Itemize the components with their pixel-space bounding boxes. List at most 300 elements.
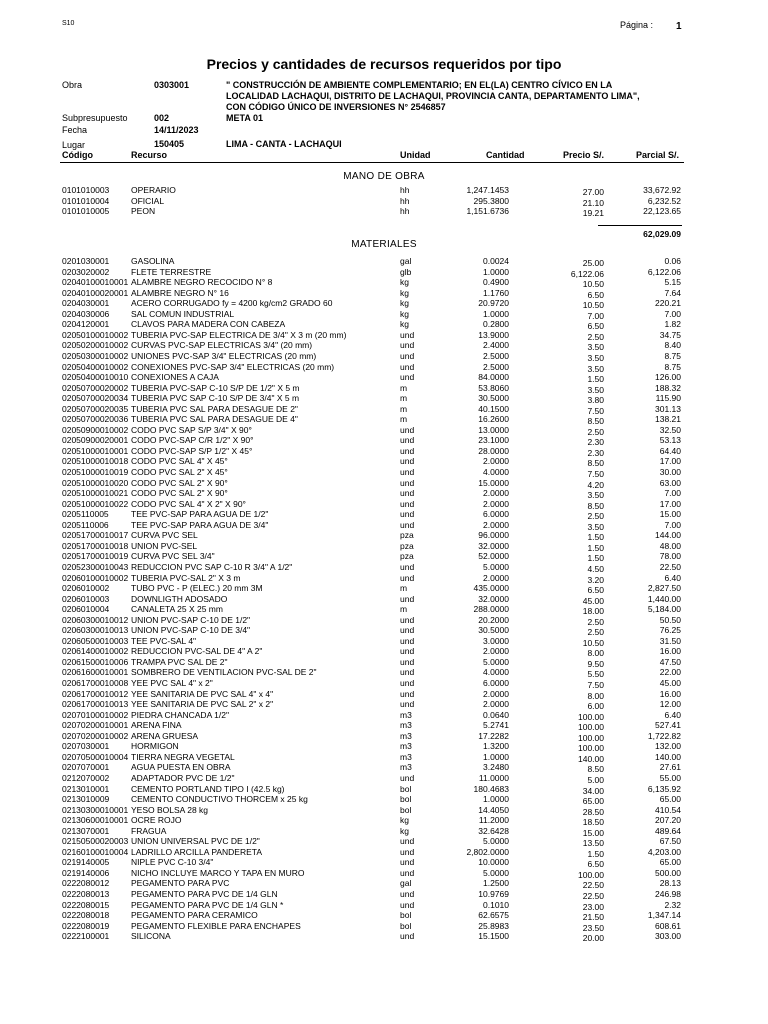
table-row — [0, 847, 768, 857]
resource-partial: 5,184.00 — [647, 604, 681, 615]
resource-quantity: 5.0000 — [483, 836, 509, 847]
resource-quantity: 1,151.6736 — [466, 206, 509, 217]
resource-partial: 34.75 — [659, 329, 681, 340]
resource-name: CONEXIONES PVC-SAP 3/4" ELECTRICAS (20 mm) — [131, 361, 335, 372]
resource-price: 5.50 — [587, 669, 604, 680]
resource-partial: 527.41 — [655, 720, 681, 731]
resource-partial: 22.00 — [659, 667, 681, 678]
resource-name: TUBERIA PVC SAL PARA DESAGUE DE 4" — [131, 414, 298, 425]
resource-partial: 6.40 — [664, 709, 681, 720]
resource-price: 18.00 — [582, 606, 604, 617]
resource-unit: pza — [400, 551, 414, 562]
resource-code: 02051000010022 — [62, 498, 129, 509]
table-row — [0, 196, 768, 206]
resource-name: ACERO CORRUGADO fy = 4200 kg/cm2 GRADO 60 — [131, 298, 333, 309]
resource-unit: und — [400, 678, 415, 688]
table-row — [0, 362, 768, 372]
subtotal-rule — [598, 225, 682, 226]
resource-unit: m — [400, 393, 408, 404]
resource-code: 0204120001 — [62, 319, 110, 330]
resource-name: OPERARIO — [131, 185, 176, 195]
table-row — [0, 636, 768, 646]
resource-quantity: 5.0000 — [483, 561, 509, 572]
resource-unit: und — [400, 699, 415, 710]
resource-name: UNION PVC-SAP C-10 DE 1/2" — [131, 614, 251, 625]
resource-quantity: 1.0000 — [483, 751, 509, 762]
resource-unit: und — [400, 857, 415, 868]
resource-partial: 7.64 — [664, 287, 681, 298]
resource-price: 100.00 — [578, 711, 604, 722]
resource-price: 1.50 — [587, 848, 604, 859]
subpresupuesto-name: META 01 — [226, 113, 264, 123]
table-row — [0, 351, 768, 361]
table-row — [0, 277, 768, 290]
resource-name: UNION UNIVERSAL PVC DE 1/2" — [131, 836, 260, 847]
table-row — [0, 562, 768, 572]
resource-code: 0101010005 — [62, 206, 110, 217]
resource-partial: 22.50 — [659, 561, 681, 572]
resource-code: 02070100010002 — [62, 709, 129, 720]
resource-price: 20.00 — [582, 933, 604, 944]
resource-unit: und — [400, 435, 415, 446]
resource-code: 02051700010017 — [62, 530, 129, 541]
table-row — [0, 298, 768, 311]
obra-label: Obra — [62, 80, 83, 90]
resource-price: 25.00 — [582, 258, 604, 268]
resource-price: 2.50 — [587, 426, 604, 437]
table-row — [0, 414, 768, 427]
resource-quantity: 23.1000 — [478, 435, 509, 446]
resource-partial: 17.00 — [659, 498, 681, 509]
table-row — [0, 720, 768, 733]
table-row — [0, 404, 768, 414]
resource-quantity: 1.0000 — [483, 308, 509, 319]
resource-name: FLETE TERRESTRE — [131, 266, 212, 277]
resource-partial: 1,722.82 — [647, 730, 681, 741]
resource-unit: und — [400, 846, 415, 857]
table-row — [0, 604, 768, 617]
table-row — [0, 931, 768, 944]
resource-code: 02130600010001 — [62, 815, 129, 826]
resource-unit: und — [400, 867, 415, 878]
resource-quantity: 62.6575 — [478, 910, 509, 921]
resource-name: CODO PVC-SAP S/P 1/2" X 45° — [131, 445, 253, 456]
resource-code: 0222080019 — [62, 920, 110, 931]
resource-partial: 1.82 — [664, 319, 681, 330]
col-recurso: Recurso — [131, 150, 168, 160]
resource-price: 3.80 — [587, 395, 604, 406]
resource-quantity: 32.0000 — [478, 593, 509, 604]
obra-code: 0303001 — [154, 80, 190, 90]
table-row — [0, 889, 768, 899]
resource-price: 2.50 — [587, 627, 604, 638]
resource-code: 0222100001 — [62, 931, 110, 942]
resource-name: TUBERIA PVC SAL PARA DESAGUE DE 2" — [131, 403, 298, 414]
resource-partial: 0.06 — [664, 256, 681, 266]
resource-code: 0219140005 — [62, 857, 110, 868]
resource-code: 02040100010001 — [62, 277, 129, 288]
table-row — [0, 625, 768, 638]
resource-partial: 64.40 — [659, 445, 681, 456]
resource-code: 02050300010002 — [62, 350, 129, 361]
resource-price: 23.00 — [582, 901, 604, 912]
report-title: Precios y cantidades de recursos requeridos por tipo — [206, 56, 562, 72]
resource-quantity: 295.3800 — [473, 195, 509, 206]
resource-quantity: 288.0000 — [473, 604, 509, 615]
resource-unit: hh — [400, 206, 410, 217]
resource-code: 0222080013 — [62, 889, 110, 899]
resource-name: CODO PVC SAL 2" X 45° — [131, 467, 228, 477]
resource-price: 13.50 — [582, 838, 604, 849]
table-row — [0, 594, 768, 604]
resource-quantity: 96.0000 — [478, 530, 509, 541]
resource-unit: kg — [400, 287, 409, 298]
resource-quantity: 1.3200 — [483, 741, 509, 752]
resource-quantity: 4.0000 — [483, 667, 509, 678]
resource-partial: 7.00 — [664, 488, 681, 499]
table-row — [0, 530, 768, 543]
resource-price: 18.50 — [582, 817, 604, 828]
resource-name: AGUA PUESTA EN OBRA — [131, 762, 231, 773]
resource-partial: 33,672.92 — [643, 185, 681, 195]
table-row — [0, 731, 768, 741]
resource-price: 1.50 — [587, 542, 604, 553]
resource-quantity: 2.5000 — [483, 361, 509, 372]
resource-code: 02040100020001 — [62, 287, 129, 298]
resource-code: 02061700010012 — [62, 688, 129, 699]
resource-unit: m3 — [400, 762, 412, 773]
resource-price: 10.50 — [582, 300, 604, 311]
resource-code: 02050700020036 — [62, 414, 129, 425]
table-row — [0, 678, 768, 688]
resource-code: 02050400010002 — [62, 361, 129, 372]
table-row — [0, 446, 768, 456]
resource-partial: 22,123.65 — [643, 206, 681, 217]
resource-partial: 1,440.00 — [647, 593, 681, 604]
resource-price: 8.50 — [587, 458, 604, 469]
resource-price: 100.00 — [578, 869, 604, 880]
resource-name: TIERRA NEGRA VEGETAL — [131, 751, 235, 762]
resource-quantity: 2.5000 — [483, 350, 509, 361]
resource-code: 0204030001 — [62, 298, 110, 309]
table-row — [0, 699, 768, 712]
resource-unit: und — [400, 424, 415, 435]
resource-unit: m3 — [400, 720, 412, 731]
table-row — [0, 689, 768, 699]
resource-price: 140.00 — [578, 753, 604, 764]
resource-unit: kg — [400, 319, 409, 330]
table-row — [0, 541, 768, 551]
table-row — [0, 520, 768, 530]
resource-unit: und — [400, 509, 415, 520]
resource-price: 22.50 — [582, 880, 604, 891]
resource-price: 4.20 — [587, 479, 604, 490]
resource-price: 34.00 — [582, 785, 604, 796]
resource-quantity: 13.9000 — [478, 329, 509, 340]
resource-quantity: 180.4683 — [473, 783, 509, 794]
resource-unit: pza — [400, 540, 414, 551]
resource-partial: 220.21 — [655, 298, 681, 309]
resource-price: 3.50 — [587, 352, 604, 363]
resource-code: 02052300010043 — [62, 561, 129, 572]
resource-name: UNION PVC-SAP C-10 DE 3/4" — [131, 625, 251, 636]
resource-quantity: 1.0000 — [483, 794, 509, 805]
resource-code: 02051000010021 — [62, 488, 129, 499]
resource-code: 02051000010020 — [62, 477, 129, 488]
resource-partial: 8.75 — [664, 350, 681, 361]
resource-code: 0213010009 — [62, 794, 110, 805]
resource-unit: und — [400, 372, 415, 383]
resource-partial: 7.00 — [664, 308, 681, 319]
resource-name: TUBO PVC - P (ELEC.) 20 mm 3M — [131, 583, 263, 594]
resource-price: 23.50 — [582, 922, 604, 933]
resource-partial: 67.50 — [659, 836, 681, 847]
resource-code: 0101010004 — [62, 195, 110, 206]
resource-partial: 608.61 — [655, 920, 681, 931]
resource-partial: 500.00 — [655, 867, 681, 878]
resource-name: PEGAMENTO PARA PVC — [131, 878, 230, 889]
resource-partial: 138.21 — [655, 414, 681, 425]
resource-quantity: 0.0640 — [483, 709, 509, 720]
section-title-materiales: MATERIALES — [351, 239, 417, 250]
resource-quantity: 20.9720 — [478, 298, 509, 309]
resource-quantity: 5.2741 — [483, 720, 509, 731]
header-rule — [60, 162, 684, 163]
resource-partial: 144.00 — [655, 530, 681, 541]
resource-unit: und — [400, 614, 415, 625]
table-row — [0, 340, 768, 353]
resource-price: 10.50 — [582, 637, 604, 648]
resource-code: 0222080012 — [62, 878, 110, 889]
resource-price: 2.30 — [587, 437, 604, 448]
report-code: S10 — [62, 20, 75, 27]
resource-quantity: 0.1010 — [483, 899, 509, 910]
resource-partial: 48.00 — [659, 540, 681, 551]
resource-partial: 17.00 — [659, 456, 681, 467]
resource-partial: 55.00 — [659, 772, 681, 783]
table-row — [0, 826, 768, 836]
resource-quantity: 3.0000 — [483, 635, 509, 646]
table-row — [0, 710, 768, 720]
resource-name: YEE PVC SAL 4" x 2" — [131, 678, 213, 688]
resource-partial: 140.00 — [655, 751, 681, 762]
resource-name: PEGAMENTO PARA PVC DE 1/4 GLN * — [131, 899, 284, 910]
resource-name: TEE PVC-SAP PARA AGUA DE 3/4" — [131, 519, 269, 530]
resource-quantity: 3.2480 — [483, 762, 509, 773]
resource-quantity: 13.0000 — [478, 424, 509, 435]
resource-name: ARENA GRUESA — [131, 730, 199, 741]
resource-name: CODO PVC SAL 4" X 2" X 90° — [131, 498, 246, 509]
resource-quantity: 10.9769 — [478, 889, 509, 899]
resource-partial: 301.13 — [655, 403, 681, 414]
resource-code: 02050700020034 — [62, 393, 129, 404]
resource-quantity: 15.1500 — [478, 931, 509, 942]
resource-unit: hh — [400, 185, 410, 195]
resource-quantity: 5.0000 — [483, 656, 509, 667]
table-row — [0, 372, 768, 385]
resource-quantity: 14.4050 — [478, 804, 509, 815]
resource-price: 8.50 — [587, 764, 604, 775]
resource-code: 02061600010001 — [62, 667, 129, 678]
resource-quantity: 0.2800 — [483, 319, 509, 330]
subpresupuesto-label: Subpresupuesto — [62, 113, 128, 123]
resource-partial: 2.32 — [664, 899, 681, 910]
resource-quantity: 5.0000 — [483, 867, 509, 878]
resource-price: 2.50 — [587, 511, 604, 522]
table-row — [0, 815, 768, 828]
table-row — [0, 752, 768, 762]
resource-name: OCRE ROJO — [131, 815, 182, 826]
resource-code: 0212070002 — [62, 772, 110, 783]
resource-quantity: 2.0000 — [483, 519, 509, 530]
resource-name: NIPLE PVC C-10 3/4" — [131, 857, 214, 868]
resource-unit: und — [400, 625, 415, 636]
resource-quantity: 11.2000 — [478, 815, 509, 826]
resource-code: 02150500020003 — [62, 836, 129, 847]
resource-quantity: 2.0000 — [483, 572, 509, 583]
resource-code: 02061700010008 — [62, 678, 129, 688]
resource-name: PEGAMENTO PARA PVC DE 1/4 GLN — [131, 889, 278, 899]
table-row — [0, 741, 768, 754]
resource-unit: m3 — [400, 709, 412, 720]
resource-code: 02050700020035 — [62, 403, 129, 414]
resource-partial: 132.00 — [655, 741, 681, 752]
resource-code: 0206010003 — [62, 593, 110, 604]
resource-unit: und — [400, 772, 415, 783]
resource-partial: 4,203.00 — [647, 846, 681, 857]
resource-quantity: 0.0024 — [483, 256, 509, 266]
resource-code: 0222080015 — [62, 899, 110, 910]
fecha-value: 14/11/2023 — [154, 125, 199, 135]
resource-unit: kg — [400, 277, 409, 288]
table-row — [0, 478, 768, 488]
resource-unit: und — [400, 350, 415, 361]
resource-name: OFICIAL — [131, 195, 165, 206]
resource-unit: und — [400, 340, 415, 351]
resource-unit: m — [400, 583, 408, 594]
resource-name: TUBERIA PVC-SAL 2" X 3 m — [131, 572, 241, 583]
resource-partial: 303.00 — [655, 931, 681, 942]
resource-code: 0206010004 — [62, 604, 110, 615]
resource-code: 02050900010002 — [62, 424, 129, 435]
resource-code: 0205110005 — [62, 509, 109, 520]
resource-name: SOMBRERO DE VENTILACION PVC-SAL DE 2" — [131, 667, 317, 678]
resource-quantity: 2.0000 — [483, 699, 509, 710]
resource-unit: und — [400, 656, 415, 667]
table-row — [0, 488, 768, 501]
table-row — [0, 509, 768, 522]
resource-name: REDUCCION PVC SAP C-10 R 3/4" A 1/2" — [131, 561, 293, 572]
resource-code: 02051700010018 — [62, 540, 129, 551]
resource-partial: 16.00 — [659, 688, 681, 699]
resource-quantity: 2.0000 — [483, 498, 509, 509]
resource-partial: 7.00 — [664, 519, 681, 530]
resource-name: PEGAMENTO PARA CERAMICO — [131, 910, 258, 921]
resource-price: 1.50 — [587, 553, 604, 564]
resource-unit: m — [400, 604, 408, 615]
resource-name: CODO PVC SAL 2" X 90° — [131, 477, 228, 488]
col-precio: Precio S/. — [563, 150, 605, 160]
resource-code: 02060500010003 — [62, 635, 129, 646]
resource-code: 0101010003 — [62, 185, 110, 195]
resource-quantity: 32.0000 — [478, 540, 509, 551]
resource-price: 8.50 — [587, 500, 604, 511]
resource-name: REDUCCION PVC-SAL DE 4" A 2" — [131, 646, 263, 657]
section-title-mano-de-obra: MANO DE OBRA — [343, 171, 425, 182]
resource-quantity: 2.0000 — [483, 646, 509, 657]
resource-price: 21.50 — [582, 912, 604, 923]
resource-quantity: 4.0000 — [483, 467, 509, 477]
table-row — [0, 784, 768, 794]
resource-code: 02051700010019 — [62, 551, 129, 562]
resource-unit: bol — [400, 783, 412, 794]
resource-quantity: 11.0000 — [478, 772, 509, 783]
resource-code: 02061700010013 — [62, 699, 129, 710]
resource-price: 10.50 — [582, 279, 604, 290]
resource-partial: 246.98 — [655, 889, 681, 899]
resource-partial: 6,232.52 — [647, 195, 681, 206]
resource-name: TUBERIA PVC SAP C-10 S/P DE 3/4" X 5 m — [131, 393, 300, 404]
resource-name: CURVAS PVC-SAP ELECTRICAS 3/4" (20 mm) — [131, 340, 313, 351]
resource-unit: und — [400, 456, 415, 467]
table-row — [0, 330, 768, 340]
resource-name: HORMIGON — [131, 741, 179, 752]
subpresupuesto-code: 002 — [154, 113, 170, 123]
resource-code: 02070200010002 — [62, 730, 129, 741]
resource-price: 3.50 — [587, 521, 604, 532]
resource-price: 7.50 — [587, 405, 604, 416]
resource-name: YEE SANITARIA DE PVC SAL 4" x 4" — [131, 688, 274, 699]
resource-quantity: 1,247.1453 — [466, 185, 509, 195]
table-row — [0, 456, 768, 469]
resource-name: YESO BOLSA 28 kg — [131, 804, 209, 815]
resource-unit: und — [400, 889, 415, 899]
table-row — [0, 900, 768, 910]
resource-code: 02160100010004 — [62, 846, 129, 857]
resource-name: CONEXIONES A CAJA — [131, 372, 219, 383]
resource-name: SILICONA — [131, 931, 171, 942]
resource-name: TEE PVC-SAL 4" — [131, 635, 197, 646]
resource-name: SAL COMUN INDUSTRIAL — [131, 308, 235, 319]
resource-code: 0205110006 — [62, 519, 109, 530]
resource-partial: 50.50 — [659, 614, 681, 625]
resource-name: CODO PVC SAL 4" X 45° — [131, 456, 228, 467]
resource-partial: 27.61 — [659, 762, 681, 773]
resource-unit: bol — [400, 910, 412, 921]
resource-price: 19.21 — [582, 208, 604, 219]
resource-code: 0204030006 — [62, 308, 110, 319]
table-row — [0, 794, 768, 807]
resource-unit: bol — [400, 794, 412, 805]
resource-quantity: 2.0000 — [483, 456, 509, 467]
resource-price: 22.50 — [582, 891, 604, 901]
resource-price: 7.00 — [587, 310, 604, 321]
resource-code: 0207070001 — [62, 762, 110, 773]
resource-name: CEMENTO CONDUCTIVO THORCEM x 25 kg — [131, 794, 308, 805]
resource-name: CURVA PVC SEL — [131, 530, 198, 541]
resource-partial: 6.40 — [664, 572, 681, 583]
resource-quantity: 6.0000 — [483, 678, 509, 688]
table-row — [0, 667, 768, 680]
resource-unit: und — [400, 561, 415, 572]
resource-quantity: 40.1500 — [478, 403, 509, 414]
resource-price: 65.00 — [582, 796, 604, 807]
resource-price: 4.50 — [587, 563, 604, 574]
resource-price: 8.50 — [587, 416, 604, 427]
resource-partial: 410.54 — [655, 804, 681, 815]
resource-code: 0206010002 — [62, 583, 110, 594]
table-row — [0, 425, 768, 435]
